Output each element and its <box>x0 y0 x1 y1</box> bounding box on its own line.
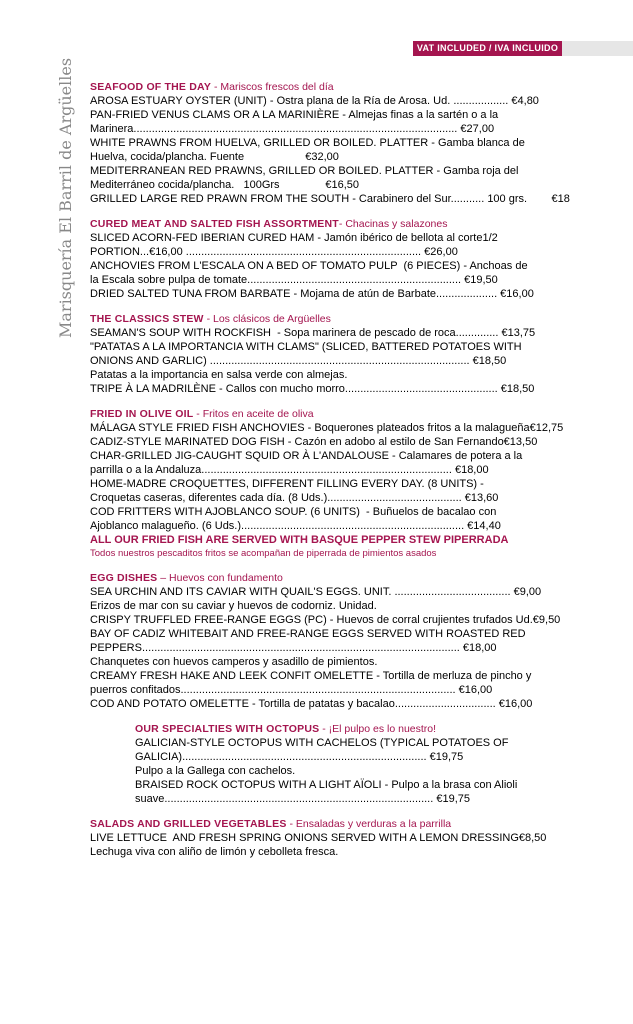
menu-item-line: SEA URCHIN AND ITS CAVIAR WITH QUAIL'S EGGS. UNIT. ...................................... €9,00 <box>90 586 542 598</box>
heading-en: THE CLASSICS STEW <box>90 313 204 325</box>
menu-item-line: CHAR-GRILLED JIG-CAUGHT SQUID OR À L'ANDALOUSE - Calamares de potera a la <box>90 450 523 462</box>
menu-item-line: PAN-FRIED VENUS CLAMS OR A LA MARINIÈRE - Almejas finas a la sartén o a la <box>90 109 499 121</box>
menu-item <box>90 613 630 627</box>
menu-item-line: Erizos de mar con su caviar y huevos de codorniz. Unidad. <box>90 600 377 612</box>
section-fried <box>90 407 630 560</box>
menu-item <box>90 505 630 533</box>
menu-item-line: CADIZ-STYLE MARINATED DOG FISH - Cazón en adobo al estilo de San Fernando€13,50 <box>90 436 538 448</box>
fried-note-es: Todos nuestros pescaditos fritos se acompañan de piperrada de pimientos asados <box>90 548 437 559</box>
section-heading <box>90 312 630 326</box>
menu-item <box>135 736 630 778</box>
menu-item-line: puerros confitados.......................................................................................... €16,00 <box>90 684 493 696</box>
menu-item <box>90 108 630 136</box>
menu-item-line: Ajoblanco malagueño. (6 Uds.)......................................................................... €14,40 <box>90 520 501 532</box>
menu-item-line: Patatas a la importancia en salsa verde con almejas. <box>90 369 348 381</box>
menu-item <box>90 435 630 449</box>
menu-item-line: Huelva, cocida/plancha. Fuente €32,00 <box>90 151 339 163</box>
menu-item-line: parrilla o a la Andaluza.................................................................................. €18,00 <box>90 464 489 476</box>
menu-item-line: SLICED ACORN-FED IBERIAN CURED HAM - Jamón ibérico de bellota al corte1/2 <box>90 232 498 244</box>
menu-item-line: PORTION...€16,00 ............................................................................. €26,00 <box>90 246 458 258</box>
menu-item <box>135 778 630 806</box>
heading-es: - Mariscos frescos del día <box>211 81 334 93</box>
section-eggs <box>90 571 630 711</box>
menu-item <box>90 192 630 206</box>
menu-item-line: Croquetas caseras, diferentes cada día. (8 Uds.)............................................ €13,60 <box>90 492 499 504</box>
section-heading <box>90 80 630 94</box>
section-cured <box>90 217 630 301</box>
menu-item-line: PEPPERS........................................................................................................ €18,00 <box>90 642 497 654</box>
menu-item <box>90 449 630 477</box>
menu-item-line: DRIED SALTED TUNA FROM BARBATE - Mojama de atún de Barbate.................... €16,00 <box>90 288 534 300</box>
section-heading <box>90 407 630 421</box>
heading-es: - Chacinas y salazones <box>338 218 448 230</box>
menu-item-line: Mediterráneo cocida/plancha. 100Grs €16,50 <box>90 179 360 191</box>
menu-item-line: WHITE PRAWNS FROM HUELVA, GRILLED OR BOILED. PLATTER - Gamba blanca de <box>90 137 525 149</box>
section-heading <box>135 722 630 736</box>
menu-item-line: HOME-MADRE CROQUETTES, DIFFERENT FILLING EVERY DAY. (8 UNITS) - <box>90 478 484 490</box>
menu-item-line: Lechuga viva con aliño de limón y cebolleta fresca. <box>90 846 339 858</box>
menu-body <box>90 80 630 870</box>
menu-item-line: Pulpo a la Gallega con cachelos. <box>135 765 296 777</box>
menu-item-line: GALICIA)................................................................................ €19,75 <box>135 751 464 763</box>
section-heading <box>90 817 630 831</box>
menu-item <box>90 326 630 340</box>
heading-en: FRIED IN OLIVE OIL <box>90 408 194 420</box>
menu-item-line: AROSA ESTUARY OYSTER (UNIT) - Ostra plana de la Ría de Arosa. Ud. .................. €4,80 <box>90 95 539 107</box>
heading-en: CURED MEAT AND SALTED FISH ASSORTMENT <box>90 218 339 230</box>
heading-es: – Huevos con fundamento <box>157 572 283 584</box>
menu-item-line: "PATATAS A LA IMPORTANCIA WITH CLAMS" (SLICED, BATTERED POTATOES WITH <box>90 341 522 353</box>
menu-item-line: COD FRITTERS WITH AJOBLANCO SOUP. (6 UNITS) - Buñuelos de bacalao con <box>90 506 497 518</box>
heading-en: OUR SPECIALTIES WITH OCTOPUS <box>135 723 320 735</box>
menu-item-line: ONIONS AND GARLIC) ..................................................................................... €18,50 <box>90 355 507 367</box>
menu-item-line: la Escala sobre pulpa de tomate...................................................................... €19,50 <box>90 274 498 286</box>
heading-es: - Ensaladas y verduras a la parrilla <box>286 818 452 830</box>
menu-item-line: GALICIAN-STYLE OCTOPUS WITH CACHELOS (TYPICAL POTATOES OF <box>135 737 509 749</box>
heading-en: SEAFOOD OF THE DAY <box>90 81 212 93</box>
menu-item <box>90 136 630 164</box>
section-salads <box>90 817 630 859</box>
menu-item <box>90 94 630 108</box>
menu-item-line: Chanquetes con huevos camperos y asadillo de pimientos. <box>90 656 378 668</box>
menu-item <box>90 287 630 301</box>
menu-item-line: MÁLAGA STYLE FRIED FISH ANCHOVIES - Boquerones plateados fritos a la malagueña€12,75 <box>90 422 564 434</box>
menu-item-line: GRILLED LARGE RED PRAWN FROM THE SOUTH - Carabinero del Sur........... 100 grs. €18 <box>90 193 570 205</box>
menu-item <box>90 585 630 613</box>
menu-item <box>90 669 630 697</box>
heading-en: EGG DISHES <box>90 572 158 584</box>
menu-item-line: SEAMAN'S SOUP WITH ROCKFISH - Sopa marinera de pescado de roca.............. €13,75 <box>90 327 536 339</box>
menu-item <box>90 421 630 435</box>
menu-item-line: BRAISED ROCK OCTOPUS WITH A LIGHT AÏOLI - Pulpo a la brasa con Alioli <box>135 779 518 791</box>
menu-item <box>90 164 630 192</box>
menu-item <box>90 259 630 287</box>
menu-item-line: MEDITERRANEAN RED PRAWNS, GRILLED OR BOILED. PLATTER - Gamba roja del <box>90 165 519 177</box>
menu-item <box>90 831 630 859</box>
menu-item-line: TRIPE À LA MADRILÈNE - Callos con mucho morro.................................................. €18,50 <box>90 383 535 395</box>
heading-es: - Fritos en aceite de oliva <box>193 408 314 420</box>
section-heading <box>90 217 630 231</box>
section-classics <box>90 312 630 396</box>
menu-item-line: LIVE LETTUCE AND FRESH SPRING ONIONS SERVED WITH A LEMON DRESSING€8,50 <box>90 832 547 844</box>
heading-es: - Los clásicos de Argüelles <box>203 313 331 325</box>
menu-item <box>90 697 630 711</box>
section-seafood <box>90 80 630 206</box>
heading-es: - ¡El pulpo es lo nuestro! <box>319 723 437 735</box>
restaurant-side-title: Marisquería El Barril de Argüelles <box>56 57 75 338</box>
menu-item-line: CREAMY FRESH HAKE AND LEEK CONFIT OMELETTE - Tortilla de merluza de pincho y <box>90 670 532 682</box>
section-octopus <box>135 722 630 806</box>
fried-note-en: ALL OUR FRIED FISH ARE SERVED WITH BASQUE PEPPER STEW PIPERRADA <box>90 534 509 546</box>
menu-item <box>90 627 630 669</box>
menu-item-line: CRISPY TRUFFLED FREE-RANGE EGGS (PC) - Huevos de corral crujientes trufados Ud.€9,50 <box>90 614 561 626</box>
section-heading <box>90 571 630 585</box>
menu-item-line: Marinera.......................................................................................................... €27,00 <box>90 123 495 135</box>
vat-badge: VAT INCLUDED / IVA INCLUIDO <box>413 41 562 56</box>
heading-en: SALADS AND GRILLED VEGETABLES <box>90 818 287 830</box>
menu-item <box>90 340 630 382</box>
menu-item-line: ANCHOVIES FROM L'ESCALA ON A BED OF TOMATO PULP (6 PIECES) - Anchoas de <box>90 260 528 272</box>
menu-item-line: BAY OF CADIZ WHITEBAIT AND FREE-RANGE EGGS SERVED WITH ROASTED RED <box>90 628 526 640</box>
menu-item <box>90 231 630 259</box>
menu-item <box>90 477 630 505</box>
menu-item-line: COD AND POTATO OMELETTE - Tortilla de patatas y bacalao................................. €16,00 <box>90 698 533 710</box>
menu-item-line: suave........................................................................................ €19,75 <box>135 793 470 805</box>
menu-item <box>90 382 630 396</box>
